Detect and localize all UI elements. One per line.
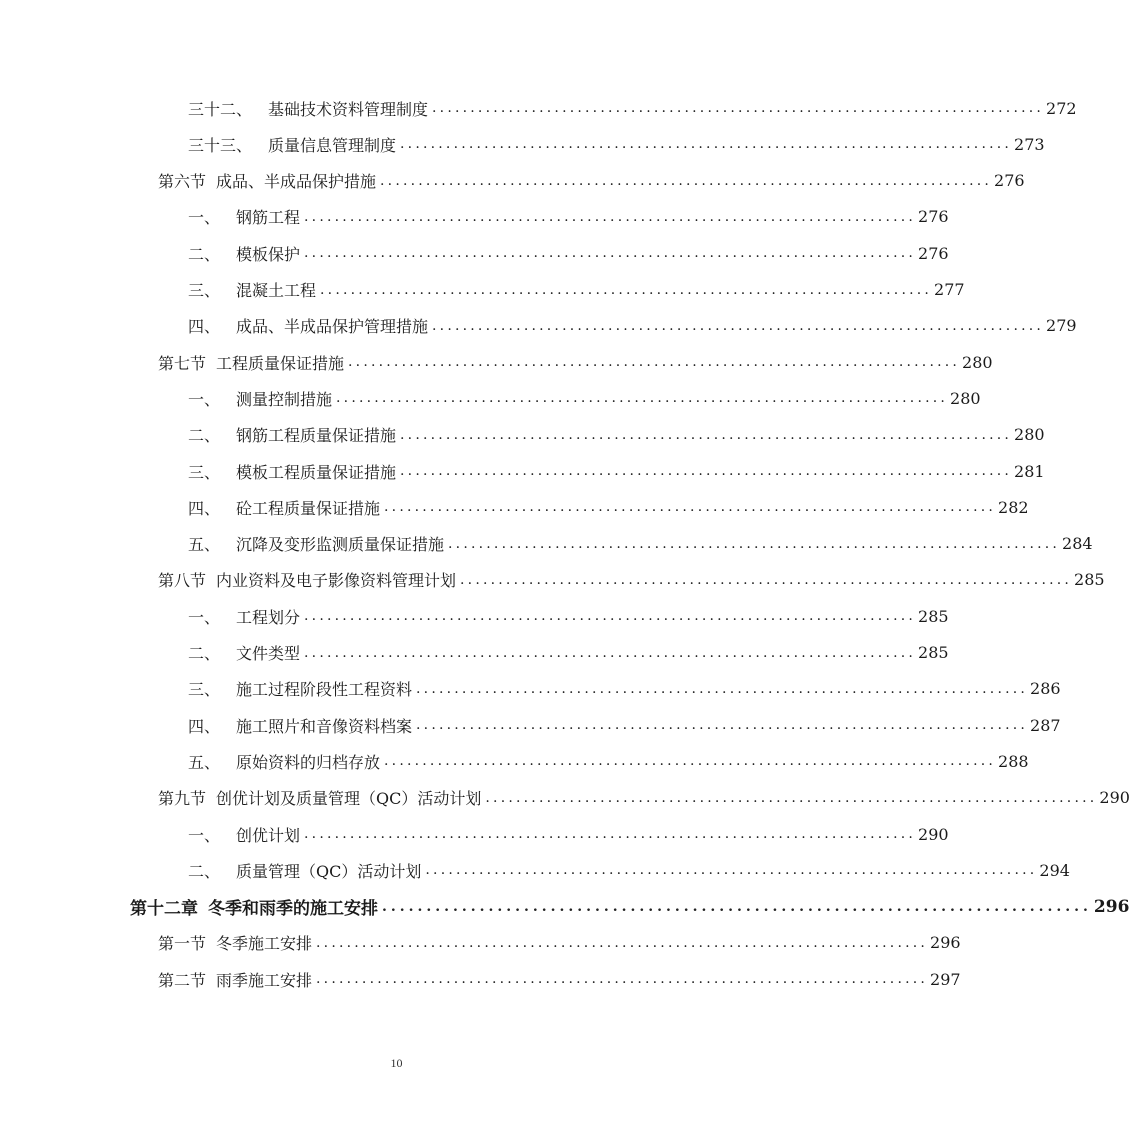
toc-entry	[188, 126, 1045, 162]
toc-entry-page: 286	[1030, 679, 1061, 699]
toc-entry	[188, 743, 1029, 779]
toc-entry-title: 基础技术资料管理制度	[268, 99, 429, 119]
toc-leader-dots: ................................................................................	[460, 571, 1073, 588]
toc-entry-page: 276	[994, 171, 1025, 191]
toc-leader-dots: ................................................................................	[304, 826, 917, 842]
toc-entry-title: 雨季施工安排	[216, 970, 313, 990]
toc-entry-page: 280	[950, 388, 981, 408]
toc-entry-page: 285	[918, 643, 949, 662]
page-number: 10	[390, 1056, 403, 1070]
toc-leader-dots: ................................................................................	[384, 753, 997, 770]
toc-entry-title: 创优计划及质量管理（QC）活动计划	[216, 789, 482, 809]
toc-entry-title: 成品、半成品保护措施	[216, 172, 377, 192]
toc-entry-page: 281	[1014, 461, 1045, 481]
toc-entry-number: 四、	[188, 716, 221, 736]
toc-entry-page: 296	[930, 933, 961, 953]
toc-entry-title: 质量管理（QC）活动计划	[236, 861, 422, 881]
toc-entry	[188, 453, 1045, 489]
toc-entry-page: 280	[962, 352, 993, 372]
toc-entry-number: 第九节	[158, 789, 207, 809]
toc-entry-number: 三十三、	[188, 135, 253, 155]
toc-entry-title: 模板保护	[236, 244, 301, 264]
toc-entry-page: 285	[1074, 570, 1105, 590]
toc-entry	[158, 925, 961, 961]
toc-entry-number: 三、	[188, 281, 221, 300]
toc-entry	[188, 526, 1093, 562]
toc-entry-page: 285	[918, 606, 949, 626]
toc-leader-dots: ................................................................................	[304, 208, 917, 225]
toc-entry-number: 二、	[188, 426, 221, 446]
toc-entry-number: 二、	[188, 244, 221, 264]
toc-leader-dots: ................................................................................	[384, 499, 997, 516]
toc-entry-title: 冬季和雨季的施工安排	[208, 899, 378, 920]
toc-entry	[188, 308, 1077, 344]
toc-leader-dots: ................................................................................	[304, 245, 917, 262]
toc-entry-page: 290	[918, 824, 949, 844]
toc-entry-title: 模板工程质量保证措施	[236, 462, 397, 482]
toc-entry-number: 四、	[188, 498, 221, 518]
toc-entry-page: 296	[1093, 896, 1130, 917]
toc-entry-number: 三十二、	[188, 99, 253, 119]
toc-entry-page: 282	[998, 497, 1029, 517]
toc-entry-title: 文件类型	[236, 644, 301, 663]
toc-entry-title: 施工过程阶段性工程资料	[236, 680, 413, 700]
toc-entry	[158, 562, 1105, 598]
toc-entry-number: 第七节	[158, 353, 207, 373]
toc-entry-number: 一、	[188, 607, 221, 627]
toc-entry	[158, 961, 961, 997]
toc-entry	[188, 598, 949, 634]
toc-entry-number: 五、	[188, 535, 221, 555]
toc-leader-dots: ................................................................................	[432, 100, 1045, 116]
toc-entry-page: 294	[1039, 860, 1070, 880]
toc-leader-dots: ................................................................................	[316, 971, 929, 988]
toc-leader-dots: ................................................................................	[320, 281, 933, 298]
toc-entry-number: 二、	[188, 644, 221, 663]
toc-entry	[188, 852, 1070, 888]
toc-entry	[188, 417, 1045, 453]
toc-entry-number: 五、	[188, 752, 221, 772]
toc-entry	[188, 489, 1029, 525]
toc-entry-title: 内业资料及电子影像资料管理计划	[216, 571, 457, 591]
toc-entry-title: 冬季施工安排	[216, 934, 313, 954]
toc-entry-page: 273	[1014, 134, 1045, 154]
toc-entry	[188, 707, 1061, 743]
toc-entry-number: 一、	[188, 389, 221, 409]
toc-entry-page: 272	[1046, 98, 1077, 118]
toc-entry	[188, 90, 1077, 126]
toc-entry-number: 三、	[188, 680, 221, 700]
toc-entry	[188, 671, 1061, 707]
toc-entry-number: 第六节	[158, 172, 207, 192]
toc-leader-dots: ................................................................................	[304, 608, 917, 625]
toc-entry-number: 二、	[188, 861, 221, 881]
toc-entry-title: 钢筋工程	[236, 208, 301, 228]
toc-leader-dots: ................................................................................	[382, 898, 1092, 915]
toc-entry-title: 工程划分	[236, 607, 301, 627]
toc-leader-dots: ................................................................................	[416, 717, 1029, 734]
toc-entry-page: 280	[1014, 425, 1045, 445]
toc-entry-title: 质量信息管理制度	[268, 135, 397, 155]
toc-entry	[158, 163, 1025, 199]
toc-leader-dots: ................................................................................	[425, 862, 1038, 879]
toc-entry-page: 276	[918, 207, 949, 227]
toc-entry-number: 第二节	[158, 970, 207, 990]
toc-entry	[188, 816, 949, 852]
toc-entry-title: 成品、半成品保护管理措施	[236, 317, 429, 337]
toc-leader-dots: ................................................................................	[448, 535, 1061, 552]
toc-leader-dots: ................................................................................	[485, 789, 1098, 806]
toc-entry-number: 四、	[188, 317, 221, 337]
toc-entry-title: 砼工程质量保证措施	[236, 498, 381, 518]
toc-entry	[188, 235, 949, 271]
toc-entry-title: 工程质量保证措施	[216, 353, 345, 373]
toc-leader-dots: ................................................................................	[304, 644, 917, 661]
toc-leader-dots: ................................................................................	[400, 426, 1013, 443]
toc-entry-title: 原始资料的归档存放	[236, 752, 381, 772]
toc-leader-dots: ................................................................................	[416, 680, 1029, 697]
toc-entry-page: 297	[930, 969, 961, 989]
toc-entry-number: 一、	[188, 208, 221, 228]
toc-leader-dots: ................................................................................	[336, 390, 949, 407]
toc-entry	[158, 780, 1130, 816]
toc-entry	[130, 889, 1130, 925]
toc-entry-title: 测量控制措施	[236, 389, 333, 409]
toc-leader-dots: ................................................................................	[400, 136, 1013, 153]
toc-entry	[188, 199, 949, 235]
toc-entry-title: 混凝土工程	[236, 281, 317, 300]
toc-entry-page: 290	[1099, 788, 1130, 808]
toc-leader-dots: ................................................................................	[316, 934, 929, 951]
toc-entry	[158, 344, 993, 380]
toc-leader-dots: ................................................................................	[380, 172, 993, 189]
toc-entry-page: 284	[1062, 534, 1093, 554]
toc-entry-title: 创优计划	[236, 825, 301, 845]
toc-entry	[188, 272, 965, 308]
toc-entry-number: 一、	[188, 825, 221, 845]
toc-leader-dots: ................................................................................	[432, 317, 1045, 334]
toc-entry	[188, 635, 949, 671]
toc-entry-page: 288	[998, 751, 1029, 771]
toc-entry-title: 钢筋工程质量保证措施	[236, 426, 397, 446]
toc-entry-title: 沉降及变形监测质量保证措施	[236, 535, 445, 555]
toc-entry-title: 施工照片和音像资料档案	[236, 716, 413, 736]
toc-entry-number: 三、	[188, 462, 221, 482]
toc-entry-page: 287	[1030, 715, 1061, 735]
toc-entry	[188, 380, 981, 416]
toc-entry-number: 第十二章	[130, 899, 198, 920]
toc-entry-page: 277	[934, 280, 965, 299]
toc-entry-number: 第八节	[158, 571, 207, 591]
toc-entry-page: 279	[1046, 316, 1077, 336]
toc-leader-dots: ................................................................................	[348, 354, 961, 371]
toc-entry-number: 第一节	[158, 934, 207, 954]
toc-entry-page: 276	[918, 243, 949, 263]
toc-leader-dots: ................................................................................	[400, 463, 1013, 479]
